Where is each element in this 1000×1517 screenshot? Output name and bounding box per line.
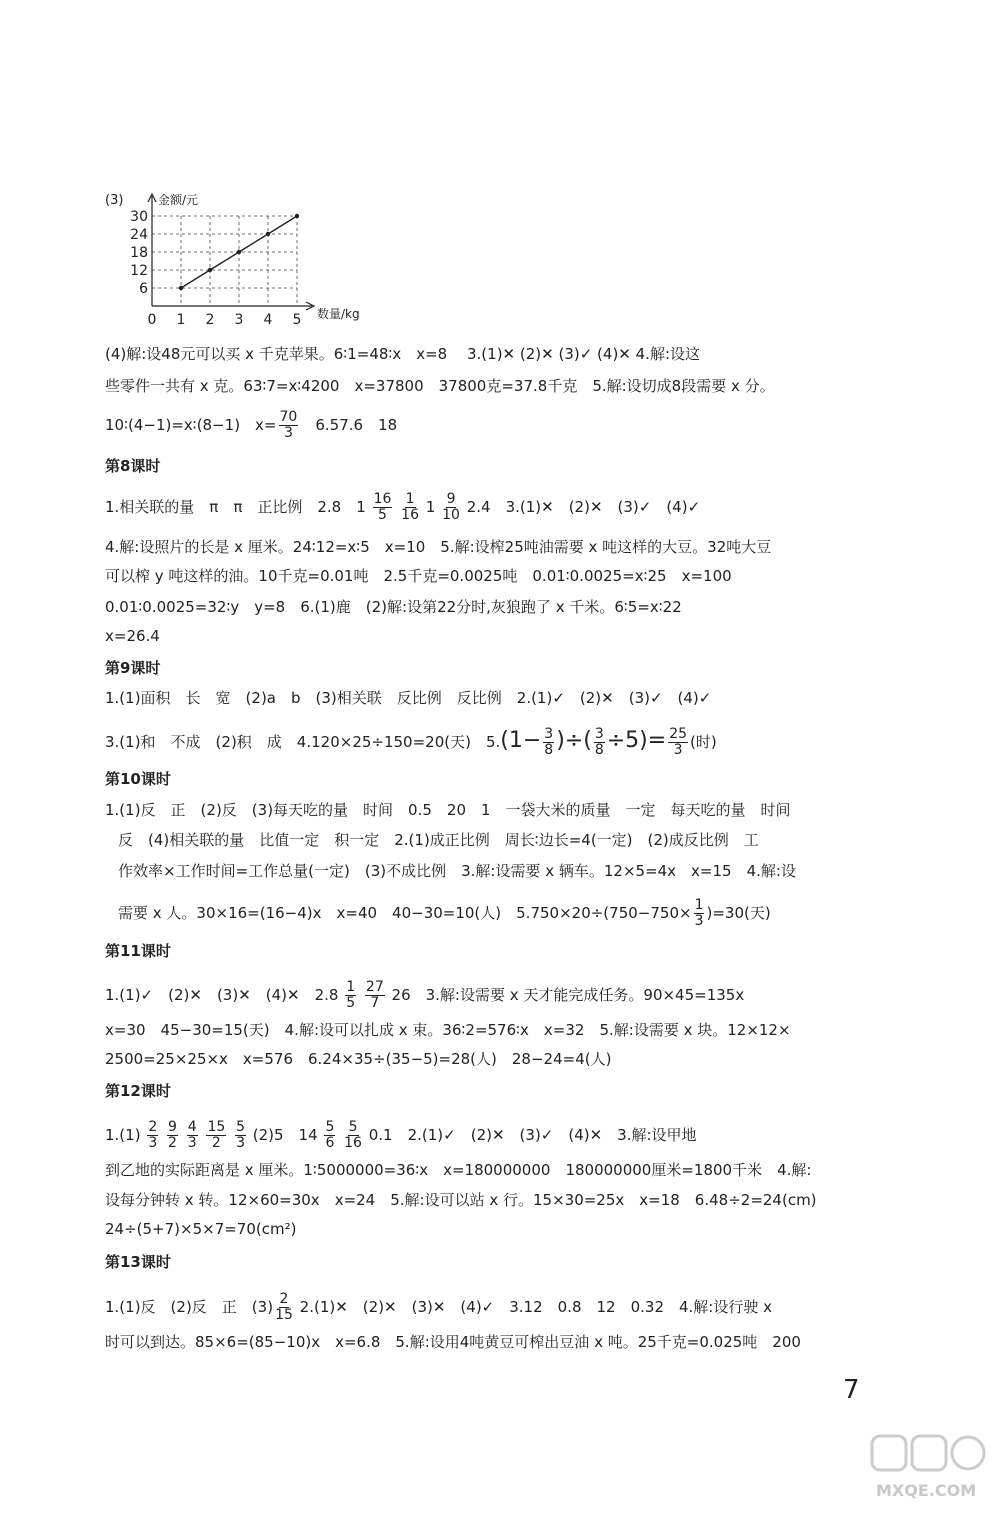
text: 1.相关联的量 π π 正比例 2.8 1	[105, 498, 366, 516]
fraction: $\frac{2}{3}$	[148, 1119, 158, 1151]
y-tick-label: 6	[139, 281, 148, 297]
x-axis-label: 数量/kg	[317, 307, 360, 321]
watermark-text: MXQE.COM	[876, 1481, 977, 1500]
text: )=30(天)	[706, 904, 771, 922]
fraction: $\frac{1}{3}$	[694, 897, 704, 929]
x-tick-label: 1	[176, 312, 186, 328]
fraction: $\frac{70}{3}$	[279, 409, 298, 441]
lesson8-line-1	[105, 492, 700, 523]
lesson11-line-3: 2500=25×25×x x=576 6.24×35÷(35−5)=28(人) 28−24=4(人)	[105, 1050, 612, 1068]
section-heading-8: 第8课时	[105, 457, 161, 475]
section-heading-13: 第13课时	[105, 1253, 171, 1271]
text: 1	[425, 498, 436, 516]
fraction: $\frac{2}{15}$	[275, 1291, 293, 1323]
text: 1.(1)	[105, 1126, 141, 1144]
line-3-text: 10∶(4−1)=x∶(8−1) x=	[105, 416, 277, 434]
text: 0.1 2.(1)✓ (2)✕ (3)✓ (4)✕ 3.解:设甲地	[368, 1126, 697, 1144]
fraction: $\frac{3}{8}$	[594, 726, 604, 758]
lesson9-line-1: 1.(1)面积 长 宽 (2)a b (3)相关联 反比例 反比例 2.(1)✓ (2)✕ (3)✓ (4)✓	[105, 689, 712, 707]
fraction: $\frac{4}{3}$	[187, 1119, 197, 1151]
section-heading-10: 第10课时	[105, 770, 171, 788]
text: (1−	[500, 728, 542, 753]
section-heading-9: 第9课时	[105, 659, 161, 677]
lesson9-line-2	[105, 727, 717, 758]
lesson8-line-5: x=26.4	[105, 627, 160, 645]
text: 1.(1)反 (2)反 正 (3)	[105, 1298, 274, 1316]
fraction: $\frac{25}{3}$	[669, 726, 688, 758]
text: 2.(1)✕ (2)✕ (3)✕ (4)✓ 3.12 0.8 12 0.32 4.解:设行驶 x	[299, 1298, 772, 1316]
text: 1.(1)✓ (2)✕ (3)✕ (4)✕ 2.8	[105, 986, 339, 1004]
y-tick-label: 30	[130, 209, 148, 225]
y-tick-label: 18	[130, 245, 148, 261]
data-point	[208, 268, 212, 272]
text: 需要 x 人。30×16=(16−4)x x=40 40−30=10(人) 5.750×20÷(750−750×	[118, 904, 692, 922]
lesson12-line-3: 设每分钟转 x 转。12×60=30x x=24 5.解:设可以站 x 行。15×30=25x x=18 6.48÷2=24(cm)	[105, 1191, 817, 1209]
y-axis-label: 金额/元	[158, 193, 199, 207]
section-heading-12: 第12课时	[105, 1082, 171, 1100]
lesson10-line-2: 反 (4)相关联的量 比值一定 积一定 2.(1)成正比例 周长∶边长=4(一定) (2)成反比例 工	[118, 831, 759, 849]
y-tick-label: 12	[130, 263, 148, 279]
lesson13-line-2: 时可以到达。85×6=(85−10)x x=6.8 5.解:设用4吨黄豆可榨出豆油 x 吨。25千克=0.025吨 200	[105, 1333, 801, 1351]
page-number: 7	[843, 1375, 860, 1405]
lesson12-line-2: 到乙地的实际距离是 x 厘米。1∶5000000=36∶x x=180000000 180000000厘米=1800千米 4.解:	[105, 1161, 812, 1179]
lesson11-line-2: x=30 45−30=15(天) 4.解:设可以扎成 x 束。36∶2=576∶x x=32 5.解:设需要 x 块。12×12×	[105, 1021, 791, 1039]
fraction: $\frac{5}{16}$	[344, 1119, 362, 1151]
fraction: $\frac{9}{2}$	[168, 1119, 177, 1151]
lesson12-line-4: 24÷(5+7)×5×7=70(cm²)	[105, 1220, 297, 1238]
text: (2)5 14	[252, 1126, 318, 1144]
x-tick-label: 4	[263, 312, 273, 328]
text: (时)	[690, 733, 717, 751]
answer-line-2: 些零件一共有 x 克。63∶7=x∶4200 x=37800 37800克=37.8千克 5.解:设切成8段需要 x 分。	[105, 377, 775, 395]
watermark-logo	[870, 1430, 990, 1510]
lesson11-line-1	[105, 980, 744, 1011]
fraction: $\frac{15}{2}$	[207, 1119, 226, 1151]
y-tick-label: 24	[130, 227, 148, 243]
lesson10-line-3: 作效率×工作时间=工作总量(一定) (3)不成比例 3.解:设需要 x 辆车。12×5=4x x=15 4.解:设	[118, 862, 796, 880]
section-heading-11: 第11课时	[105, 942, 171, 960]
data-point	[179, 286, 183, 290]
data-point	[295, 214, 299, 218]
price-quantity-chart	[100, 188, 360, 328]
x-tick-label: 3	[234, 312, 244, 328]
lesson8-line-4: 0.01∶0.0025=32∶y y=8 6.(1)鹿 (2)解:设第22分时,灰狼跑了 x 千米。6∶5=x∶22	[105, 598, 682, 616]
answer-line-3	[105, 410, 397, 441]
x-tick-label: 0	[147, 312, 157, 328]
line-3-tail: 6.57.6 18	[300, 416, 398, 434]
answer-line-1: (4)解:设48元可以买 x 千克苹果。6∶1=48∶x x=8 3.(1)✕ (2)✕ (3)✓ (4)✕ 4.解:设这	[105, 345, 700, 363]
fraction: $\frac{5}{3}$	[236, 1119, 245, 1151]
fraction: $\frac{5}{6}$	[325, 1119, 335, 1151]
text: 3.(1)和 不成 (2)积 成 4.120×25÷150=20(天) 5.	[105, 733, 501, 751]
fraction: $\frac{27}{7}$	[365, 979, 384, 1011]
text: )÷(	[556, 728, 592, 753]
x-tick-label: 2	[205, 312, 215, 328]
lesson10-line-1: 1.(1)反 正 (2)反 (3)每天吃的量 时间 0.5 20 1 一袋大米的质量 一定 每天吃的量 时间	[105, 801, 791, 819]
fraction: $\frac{1}{16}$	[401, 491, 419, 523]
lesson13-line-1	[105, 1292, 772, 1323]
text: ÷5)=	[606, 728, 667, 753]
lesson8-line-2: 4.解:设照片的长是 x 厘米。24∶12=x∶5 x=10 5.解:设榨25吨油需要 x 吨这样的大豆。32吨大豆	[105, 538, 772, 556]
text: 2.4 3.(1)✕ (2)✕ (3)✓ (4)✓	[466, 498, 701, 516]
fraction: $\frac{9}{10}$	[442, 491, 460, 523]
lesson10-line-4	[118, 898, 771, 929]
lesson12-line-1	[105, 1120, 697, 1151]
lesson8-line-3: 可以榨 y 吨这样的油。10千克=0.01吨 2.5千克=0.0025吨 0.01∶0.0025=x∶25 x=100	[105, 567, 732, 585]
chart-label: (3)	[105, 193, 124, 208]
data-point	[237, 250, 241, 254]
text: 26 3.解:设需要 x 天才能完成任务。90×45=135x	[391, 986, 745, 1004]
data-point	[266, 232, 270, 236]
x-tick-label: 5	[292, 312, 302, 328]
fraction: $\frac{1}{5}$	[346, 979, 356, 1011]
fraction: $\frac{16}{5}$	[373, 491, 392, 523]
fraction: $\frac{3}{8}$	[544, 726, 554, 758]
